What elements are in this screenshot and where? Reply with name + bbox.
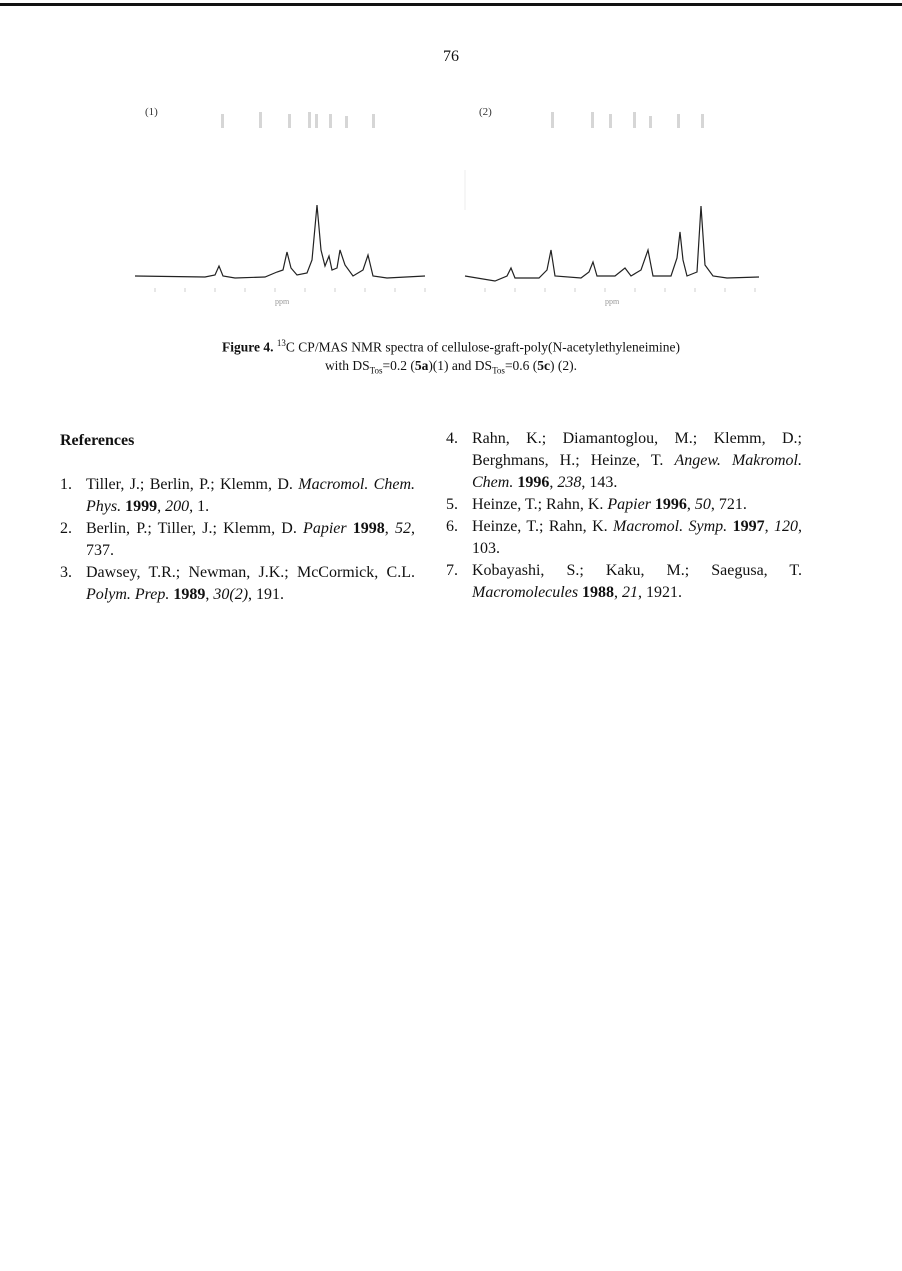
caption-text-1: C CP/MAS NMR spectra of cellulose-graft-poly(N-acetylethyleneimine) bbox=[285, 339, 680, 355]
reference-authors: Heinze, T.; Rahn, K. bbox=[472, 496, 604, 513]
reference-journal: Angew. Makromol. Chem. bbox=[472, 452, 802, 491]
reference-pages: 191. bbox=[256, 586, 285, 603]
caption-prefix: Figure 4. bbox=[222, 339, 274, 355]
reference-item bbox=[60, 562, 415, 606]
reference-item bbox=[60, 474, 415, 518]
caption-sub-2: Tos bbox=[492, 365, 505, 376]
spectrum-1-axis-ticks bbox=[155, 288, 425, 292]
spectrum-1-axis-unit: ppm bbox=[275, 297, 290, 306]
figure-caption bbox=[0, 334, 902, 379]
reference-journal: Macromol. Chem. Phys. bbox=[86, 476, 416, 515]
reference-number: 7. bbox=[446, 562, 458, 579]
reference-authors: Berlin, P.; Tiller, J.; Klemm, D. bbox=[86, 520, 297, 537]
reference-number: 5. bbox=[446, 496, 458, 513]
reference-year: 1989 bbox=[173, 586, 206, 603]
reference-item bbox=[446, 560, 802, 604]
reference-item bbox=[446, 428, 802, 494]
caption-text-2a: with DS bbox=[324, 357, 370, 373]
spectrum-2-axis-unit: ppm bbox=[605, 297, 620, 306]
reference-authors: Rahn, K.; Diamantoglou, M.; Klemm, D.; Berghmans, H.; Heinze, T. bbox=[472, 430, 802, 469]
reference-volume: 50 bbox=[694, 496, 711, 513]
caption-isotope: 13 bbox=[276, 338, 286, 348]
reference-volume: 120 bbox=[774, 518, 799, 535]
nmr-spectrum-1 bbox=[125, 100, 435, 315]
spectrum-1-peak-marks bbox=[221, 112, 375, 128]
caption-compound-5c: 5c bbox=[537, 357, 551, 373]
reference-pages: 143. bbox=[589, 474, 618, 491]
caption-sub-1: Tos bbox=[369, 365, 383, 376]
reference-year: 1997 bbox=[732, 518, 765, 535]
references-heading: References bbox=[60, 432, 135, 449]
reference-volume: 238 bbox=[557, 474, 582, 491]
reference-text: Kobayashi, S.; Kaku, M.; Saegusa, T. Macromolecules 1988, 21, 1921. bbox=[472, 562, 802, 601]
reference-volume: 52 bbox=[395, 520, 411, 537]
reference-year: 1998 bbox=[352, 520, 385, 537]
reference-pages: 721. bbox=[718, 496, 747, 513]
reference-text: Dawsey, T.R.; Newman, J.K.; McCormick, C.L. Polym. Prep. 1989, 30(2), 191. bbox=[86, 564, 415, 603]
reference-journal: Papier bbox=[607, 496, 651, 513]
spectrum-2-plot bbox=[455, 100, 765, 315]
reference-year: 1999 bbox=[125, 498, 158, 515]
caption-text-2c: )(1) and DS bbox=[428, 357, 493, 373]
references-right-column bbox=[446, 428, 802, 604]
spectrum-2-peak-marks bbox=[551, 112, 704, 128]
reference-journal: Papier bbox=[303, 520, 347, 537]
reference-year: 1996 bbox=[654, 496, 687, 513]
reference-number: 1. bbox=[60, 476, 72, 493]
reference-authors: Tiller, J.; Berlin, P.; Klemm, D. bbox=[86, 476, 293, 493]
reference-number: 3. bbox=[60, 564, 72, 581]
caption-compound-5a: 5a bbox=[414, 357, 429, 373]
reference-journal: Macromolecules bbox=[472, 584, 579, 601]
reference-pages: 103. bbox=[472, 540, 500, 557]
reference-text: Heinze, T.; Rahn, K. Macromol. Symp. 1997, 120, 103. bbox=[472, 518, 803, 557]
caption-text-2d: =0.6 ( bbox=[504, 357, 538, 373]
reference-year: 1996 bbox=[517, 474, 550, 491]
caption-line-1 bbox=[0, 334, 902, 357]
page-number: 76 bbox=[443, 48, 459, 65]
reference-authors: Dawsey, T.R.; Newman, J.K.; McCormick, C.L. bbox=[86, 564, 415, 581]
reference-item bbox=[60, 518, 415, 562]
reference-number: 6. bbox=[446, 518, 458, 535]
reference-number: 4. bbox=[446, 430, 458, 447]
reference-text: Heinze, T.; Rahn, K. Papier 1996, 50, 721. bbox=[472, 496, 747, 513]
spectrum-2-axis-ticks bbox=[485, 288, 755, 292]
reference-journal: Macromol. Symp. bbox=[613, 518, 728, 535]
caption-text-2b: =0.2 ( bbox=[382, 357, 415, 373]
nmr-spectrum-2 bbox=[455, 100, 765, 315]
reference-volume: 200 bbox=[165, 498, 190, 515]
reference-authors: Heinze, T.; Rahn, K. bbox=[472, 518, 608, 535]
reference-volume: 21 bbox=[622, 584, 639, 601]
reference-item bbox=[446, 516, 802, 560]
spectrum-1-plot bbox=[125, 100, 435, 315]
reference-year: 1988 bbox=[582, 584, 615, 601]
reference-text: Tiller, J.; Berlin, P.; Klemm, D. Macromol. Chem. Phys. 1999, 200, 1. bbox=[86, 476, 416, 515]
reference-pages: 1921. bbox=[646, 584, 683, 601]
caption-text-2e: ) (2). bbox=[550, 357, 578, 373]
reference-pages: 737. bbox=[86, 542, 114, 559]
reference-item bbox=[446, 494, 802, 516]
caption-line-2 bbox=[0, 357, 902, 380]
reference-authors: Kobayashi, S.; Kaku, M.; Saegusa, T. bbox=[472, 562, 802, 579]
spectrum-1-label: (1) bbox=[145, 106, 158, 118]
reference-volume: 30(2) bbox=[213, 586, 249, 603]
reference-pages: 1. bbox=[197, 498, 210, 515]
references-left-column bbox=[60, 428, 415, 606]
reference-journal: Polym. Prep. bbox=[86, 586, 170, 603]
reference-number: 2. bbox=[60, 520, 72, 537]
reference-text: Rahn, K.; Diamantoglou, M.; Klemm, D.; Berghmans, H.; Heinze, T. Angew. Makromol. Chem. 1996, 238, 143. bbox=[472, 430, 802, 491]
spectrum-2-label: (2) bbox=[479, 106, 492, 118]
reference-text: Berlin, P.; Tiller, J.; Klemm, D. Papier 1998, 52, 737. bbox=[86, 520, 415, 559]
top-rule bbox=[0, 3, 902, 6]
